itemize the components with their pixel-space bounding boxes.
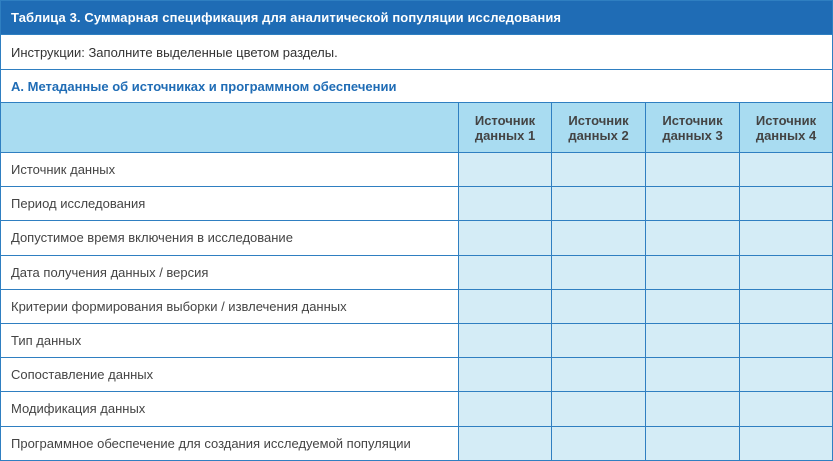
section-title: A. Метаданные об источниках и программном обеспечении [1, 70, 833, 103]
fill-in-cell-source-3[interactable] [646, 358, 740, 392]
fill-in-cell-source-4[interactable] [740, 187, 833, 221]
fill-in-cell-source-2[interactable] [552, 323, 646, 357]
column-header-line2: данных 2 [568, 127, 629, 143]
row-label: Сопоставление данных [1, 358, 459, 392]
row-label: Допустимое время включения в исследование [1, 221, 459, 255]
fill-in-cell-source-4[interactable] [740, 426, 833, 460]
column-header-line1: Источник [662, 112, 723, 128]
table-row [1, 289, 833, 323]
fill-in-cell-source-1[interactable] [459, 323, 552, 357]
fill-in-cell-source-3[interactable] [646, 392, 740, 426]
row-label: Период исследования [1, 187, 459, 221]
fill-in-cell-source-1[interactable] [459, 221, 552, 255]
column-header-line1: Источник [568, 112, 629, 128]
fill-in-cell-source-3[interactable] [646, 187, 740, 221]
fill-in-cell-source-3[interactable] [646, 255, 740, 289]
fill-in-cell-source-3[interactable] [646, 153, 740, 187]
fill-in-cell-source-1[interactable] [459, 392, 552, 426]
fill-in-cell-source-3[interactable] [646, 221, 740, 255]
table-body [1, 153, 833, 461]
fill-in-cell-source-4[interactable] [740, 358, 833, 392]
fill-in-cell-source-3[interactable] [646, 289, 740, 323]
column-header-line1: Источник [755, 112, 817, 128]
table-row [1, 426, 833, 460]
table-row [1, 358, 833, 392]
fill-in-cell-source-1[interactable] [459, 289, 552, 323]
fill-in-cell-source-1[interactable] [459, 358, 552, 392]
column-header-line2: данных 3 [662, 127, 723, 143]
column-header-line1: Источник [474, 112, 536, 128]
column-header-row [1, 103, 833, 153]
column-header-source-3 [646, 103, 740, 153]
row-label: Критерии формирования выборки / извлечения данных [1, 289, 459, 323]
table-row [1, 392, 833, 426]
fill-in-cell-source-4[interactable] [740, 255, 833, 289]
fill-in-cell-source-4[interactable] [740, 289, 833, 323]
column-header-source-2 [552, 103, 646, 153]
instructions-row [1, 35, 833, 70]
table-title-row [1, 1, 833, 35]
column-header-line2: данных 1 [474, 127, 536, 143]
fill-in-cell-source-4[interactable] [740, 392, 833, 426]
fill-in-cell-source-3[interactable] [646, 323, 740, 357]
table-row [1, 255, 833, 289]
fill-in-cell-source-2[interactable] [552, 289, 646, 323]
row-label: Программное обеспечение для создания исследуемой популяции [1, 426, 459, 460]
fill-in-cell-source-1[interactable] [459, 426, 552, 460]
column-header-line2: данных 4 [755, 127, 817, 143]
table-title: Таблица 3. Суммарная спецификация для аналитической популяции исследования [1, 1, 833, 35]
fill-in-cell-source-4[interactable] [740, 221, 833, 255]
fill-in-cell-source-3[interactable] [646, 426, 740, 460]
fill-in-cell-source-2[interactable] [552, 358, 646, 392]
table-row [1, 323, 833, 357]
fill-in-cell-source-2[interactable] [552, 426, 646, 460]
row-label: Тип данных [1, 323, 459, 357]
table-row [1, 221, 833, 255]
column-header-blank [1, 103, 459, 153]
fill-in-cell-source-1[interactable] [459, 187, 552, 221]
fill-in-cell-source-2[interactable] [552, 187, 646, 221]
fill-in-cell-source-4[interactable] [740, 153, 833, 187]
row-label: Источник данных [1, 153, 459, 187]
fill-in-cell-source-2[interactable] [552, 255, 646, 289]
fill-in-cell-source-2[interactable] [552, 221, 646, 255]
fill-in-cell-source-1[interactable] [459, 153, 552, 187]
fill-in-cell-source-1[interactable] [459, 255, 552, 289]
fill-in-cell-source-4[interactable] [740, 323, 833, 357]
column-header-source-1 [459, 103, 552, 153]
fill-in-cell-source-2[interactable] [552, 392, 646, 426]
section-header-row [1, 70, 833, 103]
column-header-source-4 [740, 103, 833, 153]
row-label: Модификация данных [1, 392, 459, 426]
table-row [1, 187, 833, 221]
row-label: Дата получения данных / версия [1, 255, 459, 289]
instructions-text: Инструкции: Заполните выделенные цветом разделы. [1, 35, 833, 70]
fill-in-cell-source-2[interactable] [552, 153, 646, 187]
table-row [1, 153, 833, 187]
